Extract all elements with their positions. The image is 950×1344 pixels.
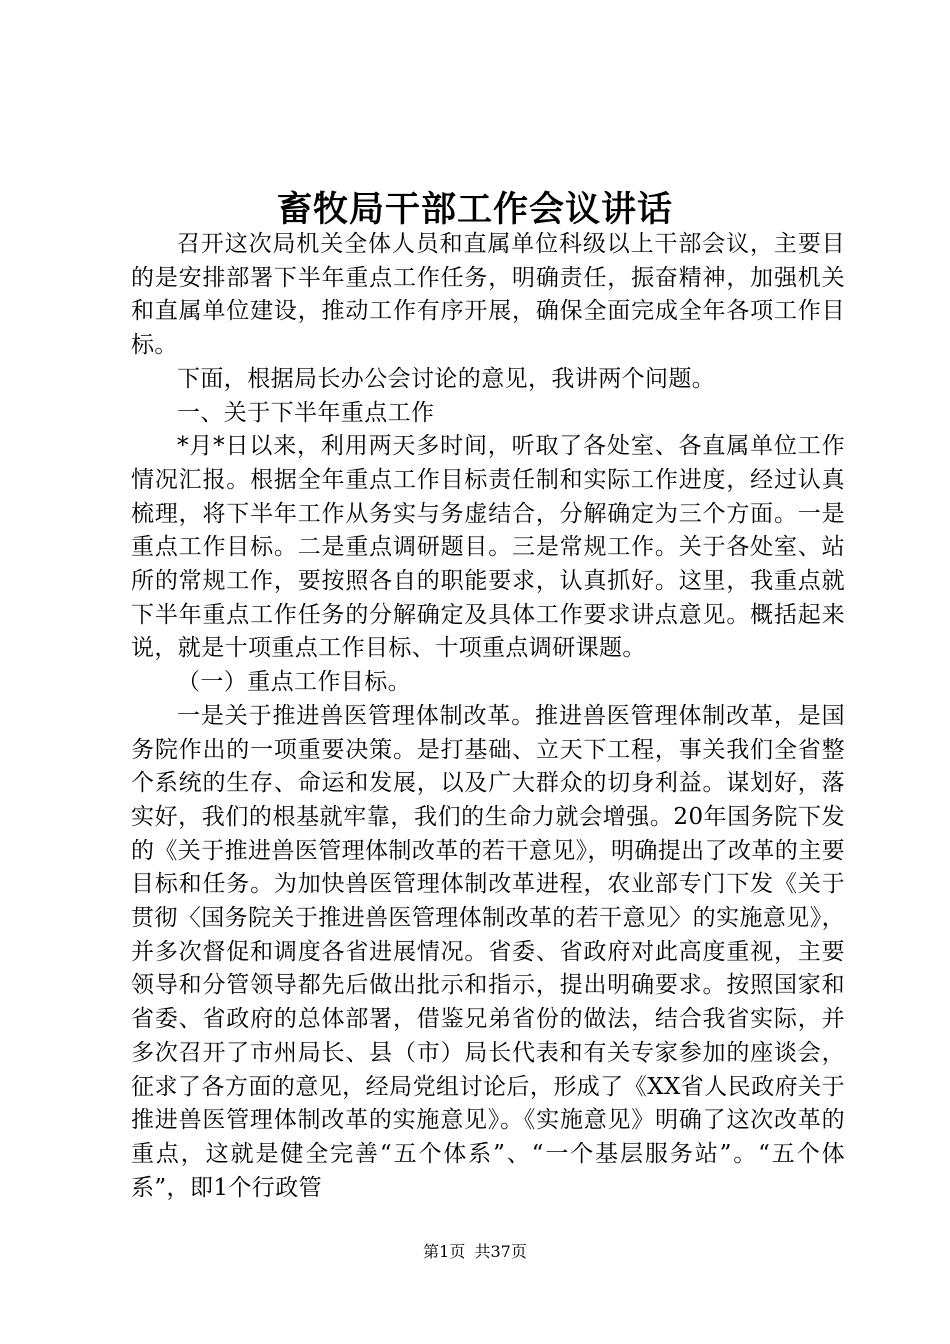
- document-body: [131, 228, 845, 1205]
- subsection-heading-1: （一）重点工作目标。: [177, 669, 411, 696]
- document-title: 畜牧局干部工作会议讲话: [276, 189, 673, 230]
- page-footer: [0, 1241, 950, 1263]
- paragraph-intro: 召开这次局机关全体人员和直属单位科级以上干部会议，主要目的是安排部署下半年重点工作任务，明确责任，振奋精神，加强机关和直属单位建设，推动工作有序开展，确保全面完成全年各项工作目标。: [131, 231, 845, 359]
- page-number: 第1页: [423, 1242, 466, 1261]
- page-total: 共37页: [474, 1242, 527, 1261]
- paragraph-vet-reform: 一是关于推进兽医管理体制改革。推进兽医管理体制改革，是国务院作出的一项重要决策。是打基础、立天下工程，事关我们全省整个系统的生存、命运和发展，以及广大群众的切身利益。谋划好，落实好，我们的根基就牢靠，我们的生命力就会增强。20年国务院下发的《关于推进兽医管理体制改革的若干意见》，明确提出了改革的主要目标和任务。为加快兽医管理体制改革进程，农业部专门下发《关于贯彻〈国务院关于推进兽医管理体制改革的若干意见〉的实施意见》，并多次督促和调度各省进展情况。省委、省政府对此高度重视，主要领导和分管领导都先后做出批示和指示，提出明确要求。按照国家和省委、省政府的总体部署，借鉴兄弟省份的做法，结合我省实际，并多次召开了市州局长、县（市）局长代表和有关专家参加的座谈会，征求了各方面的意见，经局党组讨论后，形成了《XX省人民政府关于推进兽医管理体制改革的实施意见》。《实施意见》明确了这次改革的重点，这就是健全完善“五个体系”、“一个基层服务站”。“五个体系”，即1个行政管: [131, 702, 845, 1201]
- paragraph-work-overview: *月*日以来，利用两天多时间，听取了各处室、各直属单位工作情况汇报。根据全年重点工作目标责任制和实际工作进度，经过认真梳理，将下半年工作从务实与务虚结合，分解确定为三个方面。一是重点工作目标。二是重点调研题目。三是常规工作。关于各处室、站所的常规工作，要按照各自的职能要求，认真抓好。这里，我重点就下半年重点工作任务的分解确定及具体工作要求讲点意见。概括起来说，就是十项重点工作目标、十项重点调研课题。: [131, 433, 845, 662]
- section-heading-1: 一、关于下半年重点工作: [177, 399, 435, 426]
- paragraph-outline: 下面，根据局长办公会讨论的意见，我讲两个问题。: [177, 365, 716, 392]
